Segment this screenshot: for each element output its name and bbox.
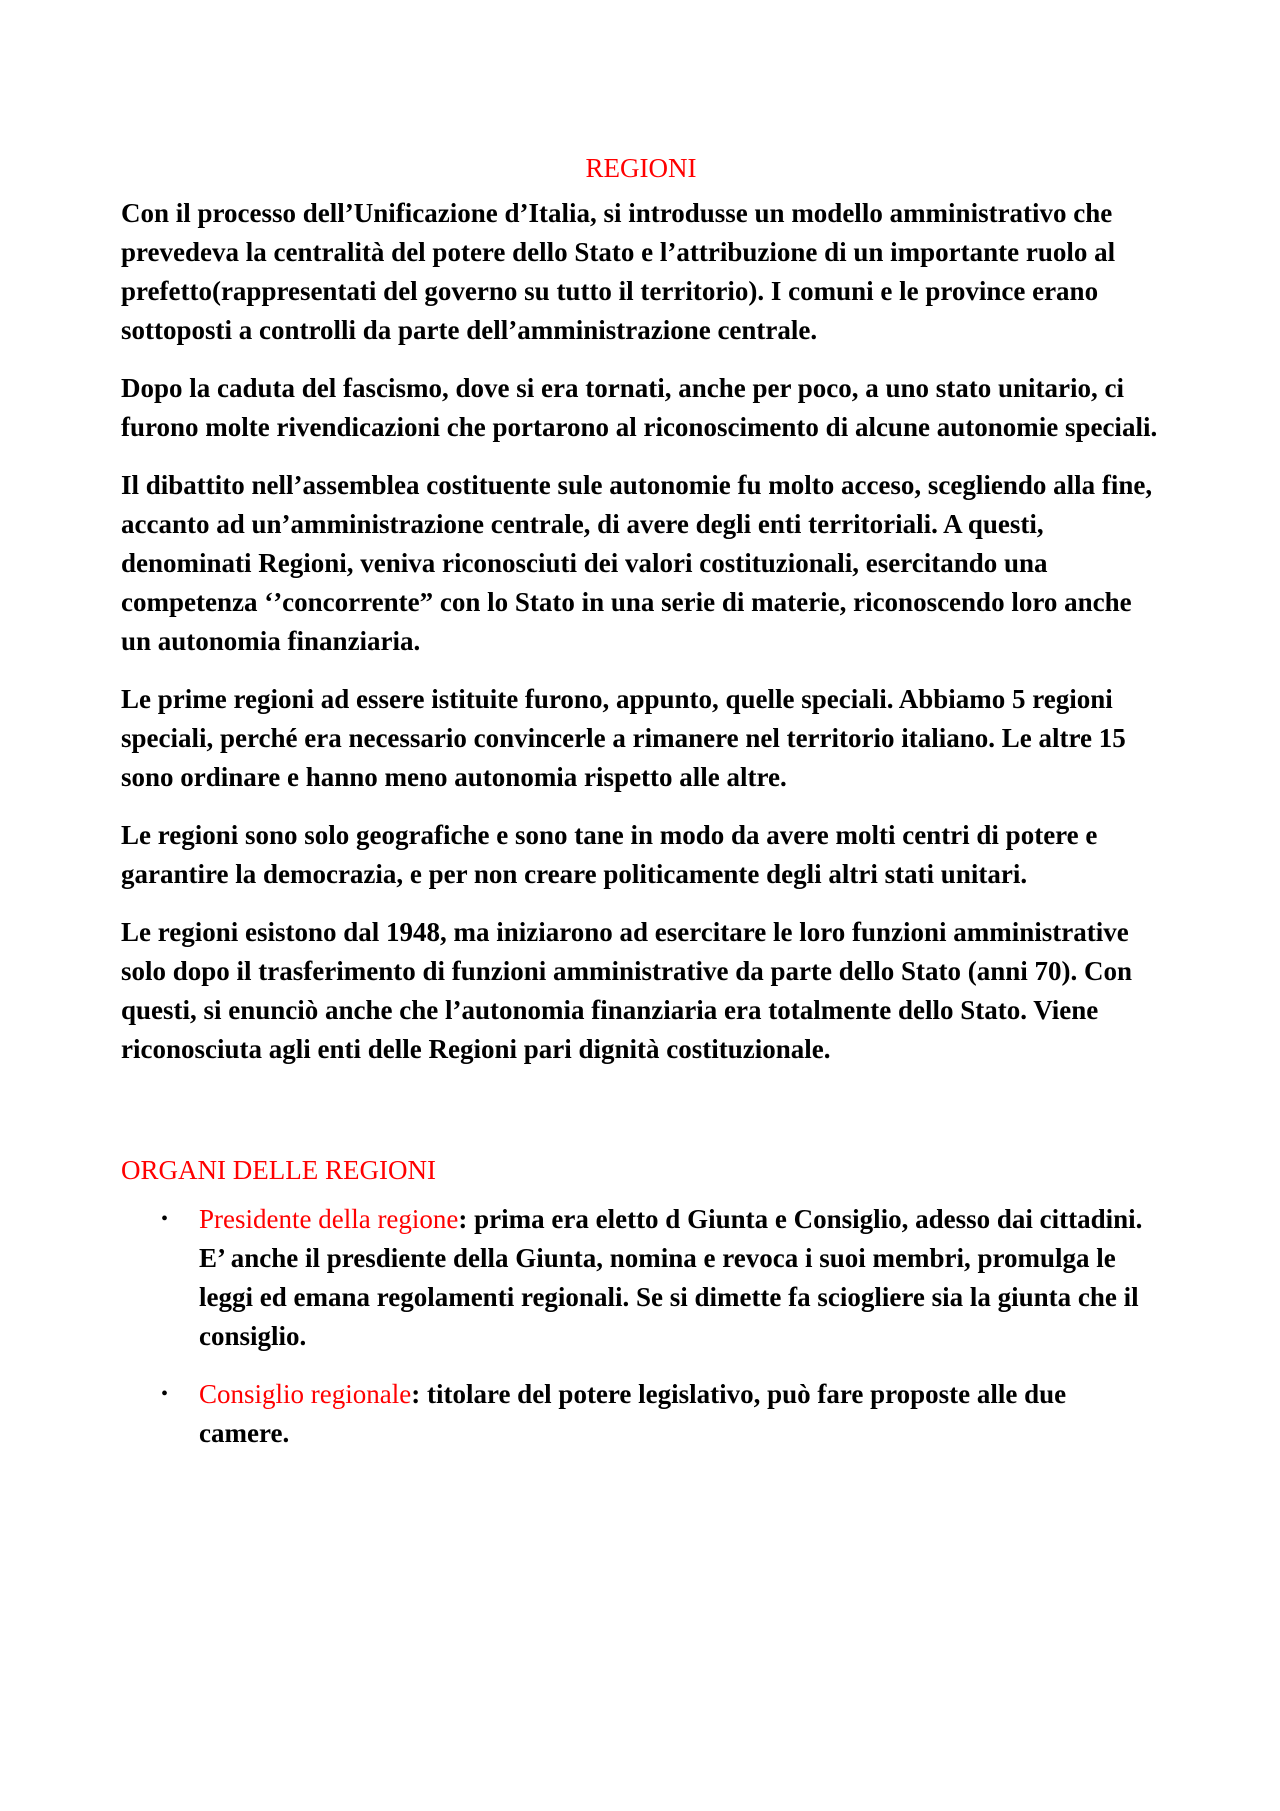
term-presidente: Presidente della regione bbox=[199, 1204, 459, 1234]
term-consiglio: Consiglio regionale bbox=[199, 1379, 412, 1409]
organi-list bbox=[121, 1200, 1161, 1453]
paragraph-fascismo: Dopo la caduta del fascismo, dove si era tornati, anche per poco, a uno stato unitario, ci furono molte rivendicazioni che portarono al riconoscimento di alcune autonomie speciali. bbox=[121, 373, 1158, 442]
bullet-icon: • bbox=[161, 1383, 169, 1405]
paragraph-geografiche: Le regioni sono solo geografiche e sono tane in modo da avere molti centri di potere e garantire la democrazia, e per non creare politicamente degli altri stati unitari. bbox=[121, 820, 1098, 889]
document-title: REGIONI bbox=[585, 153, 697, 183]
bullet-icon: • bbox=[161, 1208, 169, 1230]
list-item bbox=[121, 1375, 1161, 1453]
paragraph-assemblea: Il dibattito nell’assemblea costituente sule autonomie fu molto acceso, scegliendo alla fine, accanto ad un’amministrazione centrale, di avere degli enti territoriali. A questi, denominati Regioni, veniva riconosciuti dei valori costituzionali, esercitando una competenza ‘’concorrente” con lo Stato in una serie di materie, riconoscendo loro anche un autonomia finanziaria. bbox=[121, 470, 1153, 656]
list-item bbox=[121, 1200, 1161, 1356]
paragraph-regioni-speciali: Le prime regioni ad essere istituite furono, appunto, quelle speciali. Abbiamo 5 regioni speciali, perché era necessario convincerle a rimanere nel territorio italiano. Le altre 15 sono ordinare e hanno meno autonomia rispetto alle altre. bbox=[121, 684, 1126, 792]
definition-consiglio: : titolare del potere legislativo, può fare proposte alle due camere. bbox=[199, 1379, 1067, 1448]
paragraph-unificazione: Con il processo dell’Unificazione d’Italia, si introdusse un modello amministrativo che prevedeva la centralità del potere dello Stato e l’attribuzione di un importante ruolo al prefetto(rappresentati del governo su tutto il territorio). I comuni e le province erano sottoposti a controlli da parte dell’amministrazione centrale. bbox=[121, 198, 1116, 345]
paragraph-1948: Le regioni esistono dal 1948, ma iniziarono ad esercitare le loro funzioni amministrative solo dopo il trasferimento di funzioni amministrative da parte dello Stato (anni 70). Con questi, si enunciò anche che l’autonomia finanziaria era totalmente dello Stato. Viene riconosciuta agli enti delle Regioni pari dignità costituzionale. bbox=[121, 917, 1132, 1064]
document-body bbox=[121, 148, 1161, 1472]
section-title-organi: ORGANI DELLE REGIONI bbox=[121, 1155, 436, 1185]
definition-presidente: : prima era eletto d Giunta e Consiglio, adesso dai cittadini. E’ anche il presdiente della Giunta, nomina e revoca i suoi membri, promulga le leggi ed emana regolamenti regionali. Se si dimette fa sciogliere sia la giunta che il consiglio. bbox=[199, 1204, 1143, 1351]
